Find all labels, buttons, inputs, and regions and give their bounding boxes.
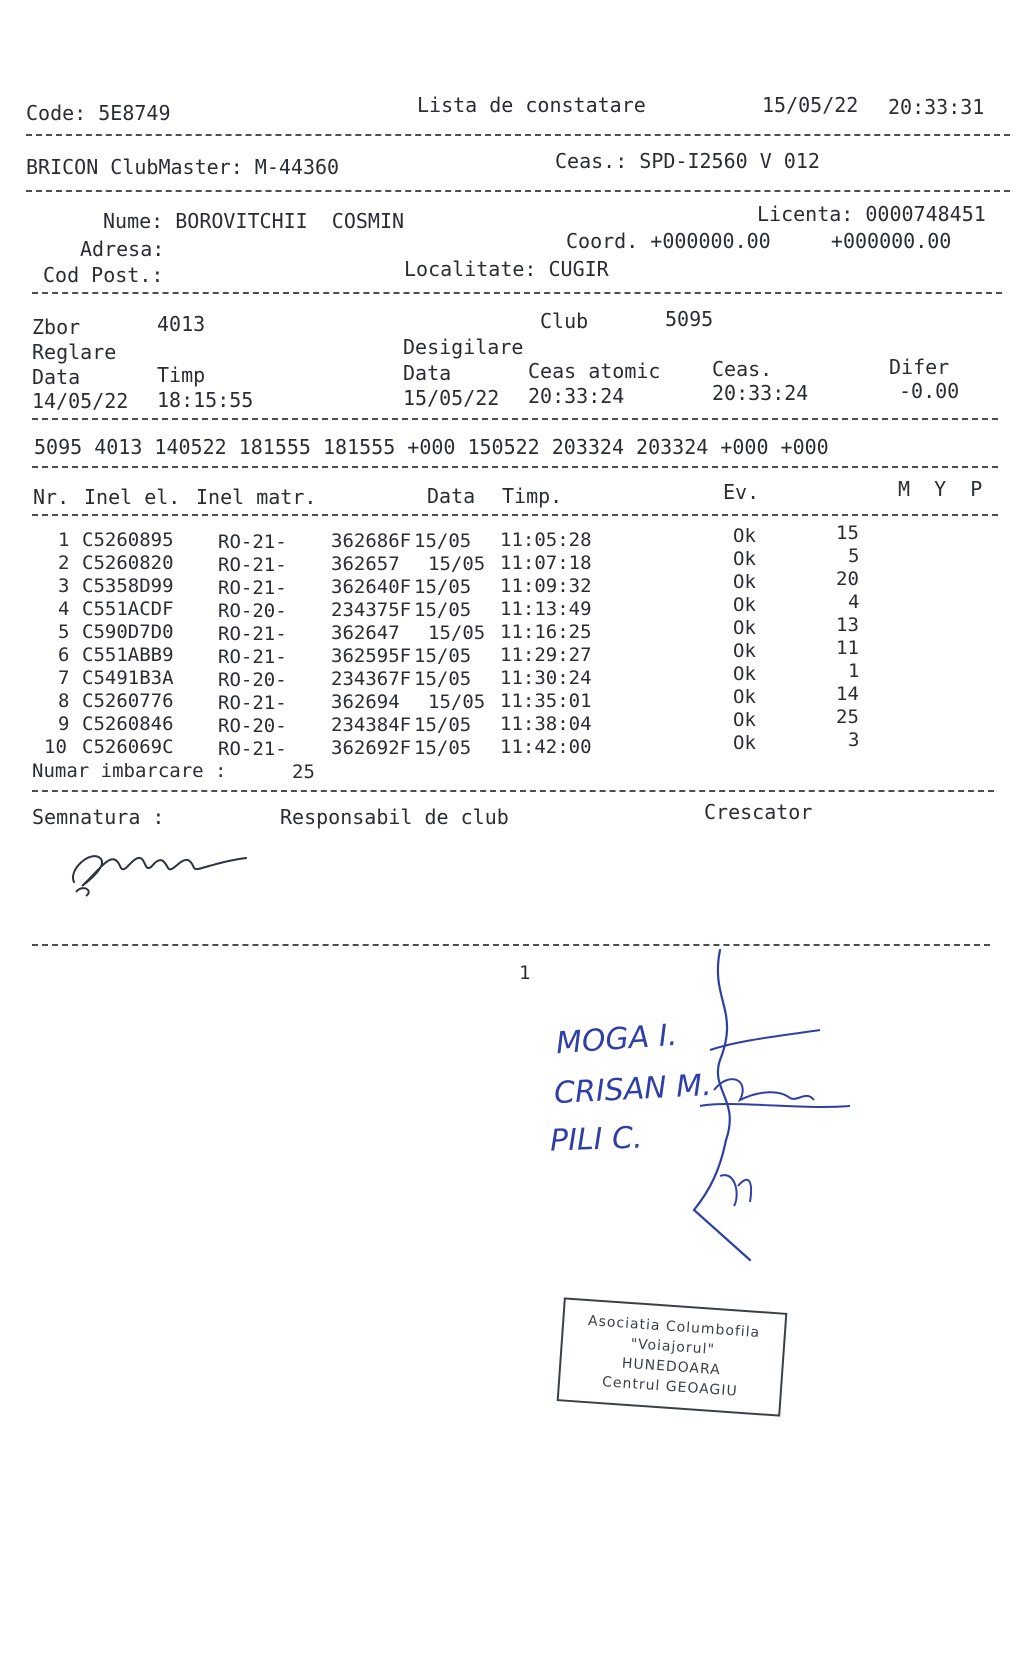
- clock-model: Ceas.: SPD-I2560 V 012: [555, 149, 820, 173]
- row-ev: Ok: [733, 732, 756, 754]
- crescator-label: Crescator: [704, 800, 813, 824]
- row-nr: 9: [58, 713, 70, 735]
- divider: [26, 134, 1010, 136]
- stamp-line-1: Asociatia Columbofila: [587, 1313, 761, 1342]
- difer-value: -0.00: [899, 379, 960, 403]
- row-nr: 2: [58, 552, 70, 574]
- row-inel-el: C551ACDF: [82, 598, 174, 620]
- document-title: Lista de constatare: [417, 93, 646, 117]
- row-ring-prefix: RO-21-: [218, 738, 287, 760]
- row-inel-matr: 362640F: [331, 576, 412, 598]
- col-header-myp: M Y P: [898, 477, 983, 501]
- blue-signatures: [680, 940, 860, 1270]
- locality: Localitate: CUGIR: [404, 257, 609, 281]
- row-inel-el: C590D7D0: [82, 621, 174, 643]
- row-ev: Ok: [733, 525, 756, 547]
- row-inel-el: C5358D99: [82, 575, 174, 597]
- row-time: 11:42:00: [500, 736, 592, 758]
- row-number: 20: [836, 568, 859, 590]
- handwritten-name-3: PILI C.: [549, 1120, 644, 1159]
- signature-scribble: [60, 830, 260, 900]
- responsabil-label: Responsabil de club: [280, 805, 509, 829]
- row-date: 15/05: [414, 645, 472, 667]
- row-number: 25: [836, 706, 859, 728]
- reglare-timp: 18:15:55: [157, 388, 254, 412]
- row-ev: Ok: [733, 571, 756, 593]
- semnatura-label: Semnatura :: [32, 805, 165, 829]
- row-number: 1: [848, 660, 860, 682]
- row-time: 11:09:32: [500, 575, 592, 597]
- row-number: 14: [836, 683, 859, 705]
- row-ring-prefix: RO-20-: [218, 715, 287, 737]
- header-time: 20:33:31: [888, 95, 985, 119]
- col-header-data: Data: [427, 484, 476, 508]
- row-date: 15/05: [414, 737, 472, 759]
- row-ev: Ok: [733, 709, 756, 731]
- header-date: 15/05/22: [762, 93, 859, 117]
- col-header-timp: Timp.: [502, 484, 563, 508]
- desig-data: 15/05/22: [403, 386, 500, 410]
- row-ring-prefix: RO-21-: [218, 531, 287, 553]
- row-number: 13: [836, 614, 859, 636]
- code-label: Code: 5E8749: [26, 101, 171, 125]
- row-date: 15/05: [414, 599, 472, 621]
- row-inel-el: C551ABB9: [82, 644, 174, 666]
- row-date: 15/05: [414, 576, 472, 598]
- col-header-inel-el: Inel el.: [84, 485, 181, 509]
- coordinates: Coord. +000000.00 +000000.00: [566, 229, 952, 253]
- divider: [26, 190, 1010, 192]
- row-time: 11:30:24: [500, 667, 592, 689]
- page-number: 1: [519, 962, 531, 984]
- divider: [32, 418, 998, 420]
- row-number: 3: [848, 729, 860, 751]
- numar-imbarcare-value: 25: [292, 761, 315, 783]
- row-ring-prefix: RO-20-: [218, 600, 287, 622]
- zbor-value: 4013: [157, 312, 206, 336]
- row-time: 11:35:01: [500, 690, 592, 712]
- row-number: 11: [836, 637, 859, 659]
- divider: [32, 790, 994, 792]
- zbor-label: Zbor: [32, 315, 81, 339]
- desig-ceas-atomic: 20:33:24: [528, 384, 625, 408]
- row-inel-matr: 362694: [331, 691, 400, 713]
- divider: [32, 466, 998, 468]
- row-date: 15/05: [428, 553, 486, 575]
- row-ring-prefix: RO-21-: [218, 577, 287, 599]
- stamp-line-3: HUNEDOARA: [621, 1355, 722, 1379]
- row-inel-el: C5491B3A: [82, 667, 174, 689]
- row-inel-el: C5260846: [82, 713, 174, 735]
- numar-imbarcare-label: Numar imbarcare :: [32, 760, 227, 782]
- row-time: 11:29:27: [500, 644, 592, 666]
- row-number: 5: [848, 545, 860, 567]
- row-nr: 7: [58, 667, 70, 689]
- row-inel-matr: 362647: [331, 622, 400, 644]
- row-ev: Ok: [733, 640, 756, 662]
- row-date: 15/05: [414, 668, 472, 690]
- reglare-label: Reglare: [32, 340, 117, 364]
- row-ev: Ok: [733, 663, 756, 685]
- desigilare-label: Desigilare: [403, 335, 524, 359]
- row-number: 15: [836, 522, 859, 544]
- owner-address-label: Adresa:: [80, 237, 165, 261]
- owner-name: Nume: BOROVITCHII COSMIN: [103, 209, 405, 233]
- desig-data-label: Data: [403, 361, 452, 385]
- row-nr: 3: [58, 575, 70, 597]
- row-time: 11:38:04: [500, 713, 592, 735]
- row-nr: 8: [58, 690, 70, 712]
- row-nr: 4: [58, 598, 70, 620]
- summary-code-line: 5095 4013 140522 181555 181555 +000 150522 203324 203324 +000 +000: [34, 435, 829, 459]
- club-value: 5095: [665, 307, 714, 331]
- row-ring-prefix: RO-21-: [218, 623, 287, 645]
- row-inel-matr: 362692F: [331, 737, 412, 759]
- row-date: 15/05: [428, 622, 486, 644]
- row-nr: 6: [58, 644, 70, 666]
- row-ring-prefix: RO-21-: [218, 554, 287, 576]
- row-ev: Ok: [733, 617, 756, 639]
- col-header-inel-matr: Inel matr.: [196, 485, 317, 509]
- postal-code-label: Cod Post.:: [43, 263, 164, 287]
- desig-ceas: 20:33:24: [712, 381, 809, 405]
- col-header-nr: Nr.: [33, 485, 70, 509]
- row-ring-prefix: RO-20-: [218, 669, 287, 691]
- row-inel-matr: 234375F: [331, 599, 412, 621]
- timp-label: Timp: [157, 363, 206, 387]
- reglare-data: 14/05/22: [32, 389, 129, 413]
- row-date: 15/05: [414, 530, 472, 552]
- difer-label: Difer: [889, 355, 950, 379]
- row-time: 11:13:49: [500, 598, 592, 620]
- row-date: 15/05: [414, 714, 472, 736]
- row-date: 15/05: [428, 691, 486, 713]
- handwritten-name-1: MOGA I.: [554, 1017, 679, 1062]
- ceas-atomic-label: Ceas atomic: [528, 359, 661, 383]
- ceas-label: Ceas.: [712, 357, 773, 381]
- row-number: 4: [848, 591, 860, 613]
- row-time: 11:05:28: [500, 529, 592, 551]
- row-nr: 5: [58, 621, 70, 643]
- stamp-line-4: Centrul GEOAGIU: [601, 1374, 739, 1400]
- row-nr: 10: [44, 736, 67, 758]
- row-inel-el: C5260895: [82, 529, 174, 551]
- row-inel-matr: 362595F: [331, 645, 412, 667]
- row-ev: Ok: [733, 548, 756, 570]
- row-inel-el: C526069C: [82, 736, 174, 758]
- row-ev: Ok: [733, 594, 756, 616]
- handwritten-name-2: CRISAN M.: [553, 1067, 713, 1112]
- row-inel-el: C5260820: [82, 552, 174, 574]
- licenta: Licenta: 0000748451: [757, 202, 986, 226]
- stamp-line-2: "Voiajorul": [630, 1336, 716, 1358]
- row-time: 11:07:18: [500, 552, 592, 574]
- row-inel-matr: 234384F: [331, 714, 412, 736]
- row-ring-prefix: RO-21-: [218, 692, 287, 714]
- row-ring-prefix: RO-21-: [218, 646, 287, 668]
- club-label: Club: [540, 309, 589, 333]
- row-inel-matr: 362686F: [331, 530, 412, 552]
- row-inel-matr: 362657: [331, 553, 400, 575]
- row-ev: Ok: [733, 686, 756, 708]
- divider: [32, 292, 1002, 294]
- association-stamp: [557, 1297, 788, 1416]
- row-inel-el: C5260776: [82, 690, 174, 712]
- divider: [32, 514, 998, 516]
- col-header-ev: Ev.: [723, 480, 760, 504]
- row-time: 11:16:25: [500, 621, 592, 643]
- row-inel-matr: 234367F: [331, 668, 412, 690]
- row-nr: 1: [58, 529, 70, 551]
- data-label: Data: [32, 365, 81, 389]
- clubmaster-device: BRICON ClubMaster: M-44360: [26, 155, 340, 179]
